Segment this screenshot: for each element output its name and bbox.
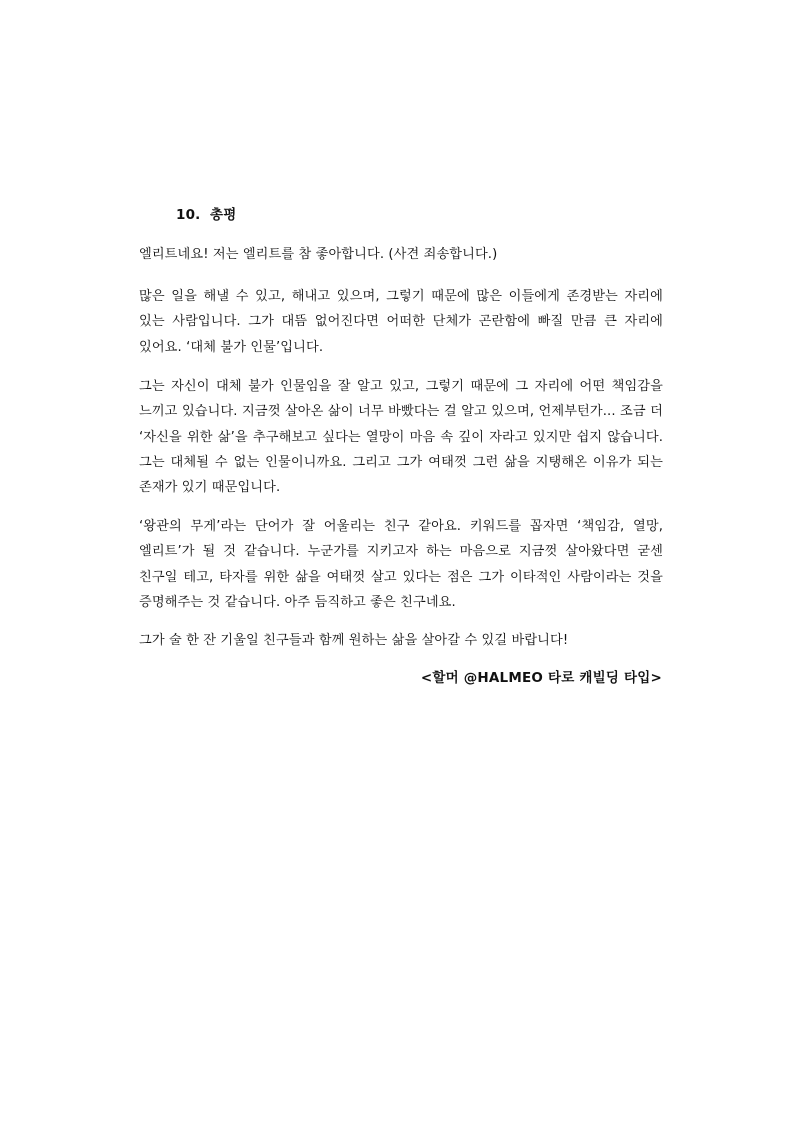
paragraph-elite-role: 많은 일을 해낼 수 있고, 해내고 있으며, 그렇기 때문에 많은 이들에게 존경받는 자리에 있는 사람입니다. 그가 대뜸 없어진다면 어떠한 단체가 곤란함에 빠질 만큼 큰 자리에 있어요. ‘대체 불가 인물’입니다. <box>139 289 663 355</box>
section-heading <box>176 203 236 223</box>
author-signature: <할머 @HALMEO 타로 캐빌딩 타입> <box>420 670 662 686</box>
paragraph-keywords: ‘왕관의 무게’라는 단어가 잘 어울리는 친구 같아요. 키워드를 꼽자면 ‘책임감, 열망, 엘리트’가 될 것 같습니다. 누군가를 지키고자 하는 마음으로 지금껏 살아왔다면 굳센 친구일 테고, 타자를 위한 삶을 여태껏 살고 있다는 점은 그가 이타적인 사람이라는 것을 증명해주는 것 같습니다. 아주 듬직하고 좋은 친구네요. <box>139 519 663 610</box>
section-number: 10. <box>176 207 201 223</box>
paragraph-intro: 엘리트네요! 저는 엘리트를 참 좋아합니다. (사견 죄송합니다.) <box>139 247 498 262</box>
paragraph-closing-wish: 그가 술 한 잔 기울일 친구들과 함께 원하는 삶을 살아갈 수 있길 바랍니다! <box>139 633 569 648</box>
paragraph-responsibility: 그는 자신이 대체 불가 인물임을 잘 알고 있고, 그렇기 때문에 그 자리에 어떤 책임감을 느끼고 있습니다. 지금껏 살아온 삶이 너무 바빴다는 걸 알고 있으며, 언제부턴가... 조금 더 ‘자신을 위한 삶’을 추구해보고 싶다는 열망이 마음 속 깊이 자라고 있지만 쉽지 않습니다. 그는 대체될 수 없는 인물이니까요. 그리고 그가 여태껏 그런 삶을 지탱해온 이유가 되는 존재가 있기 때문입니다. <box>139 379 663 496</box>
section-title: 총평 <box>210 207 237 223</box>
